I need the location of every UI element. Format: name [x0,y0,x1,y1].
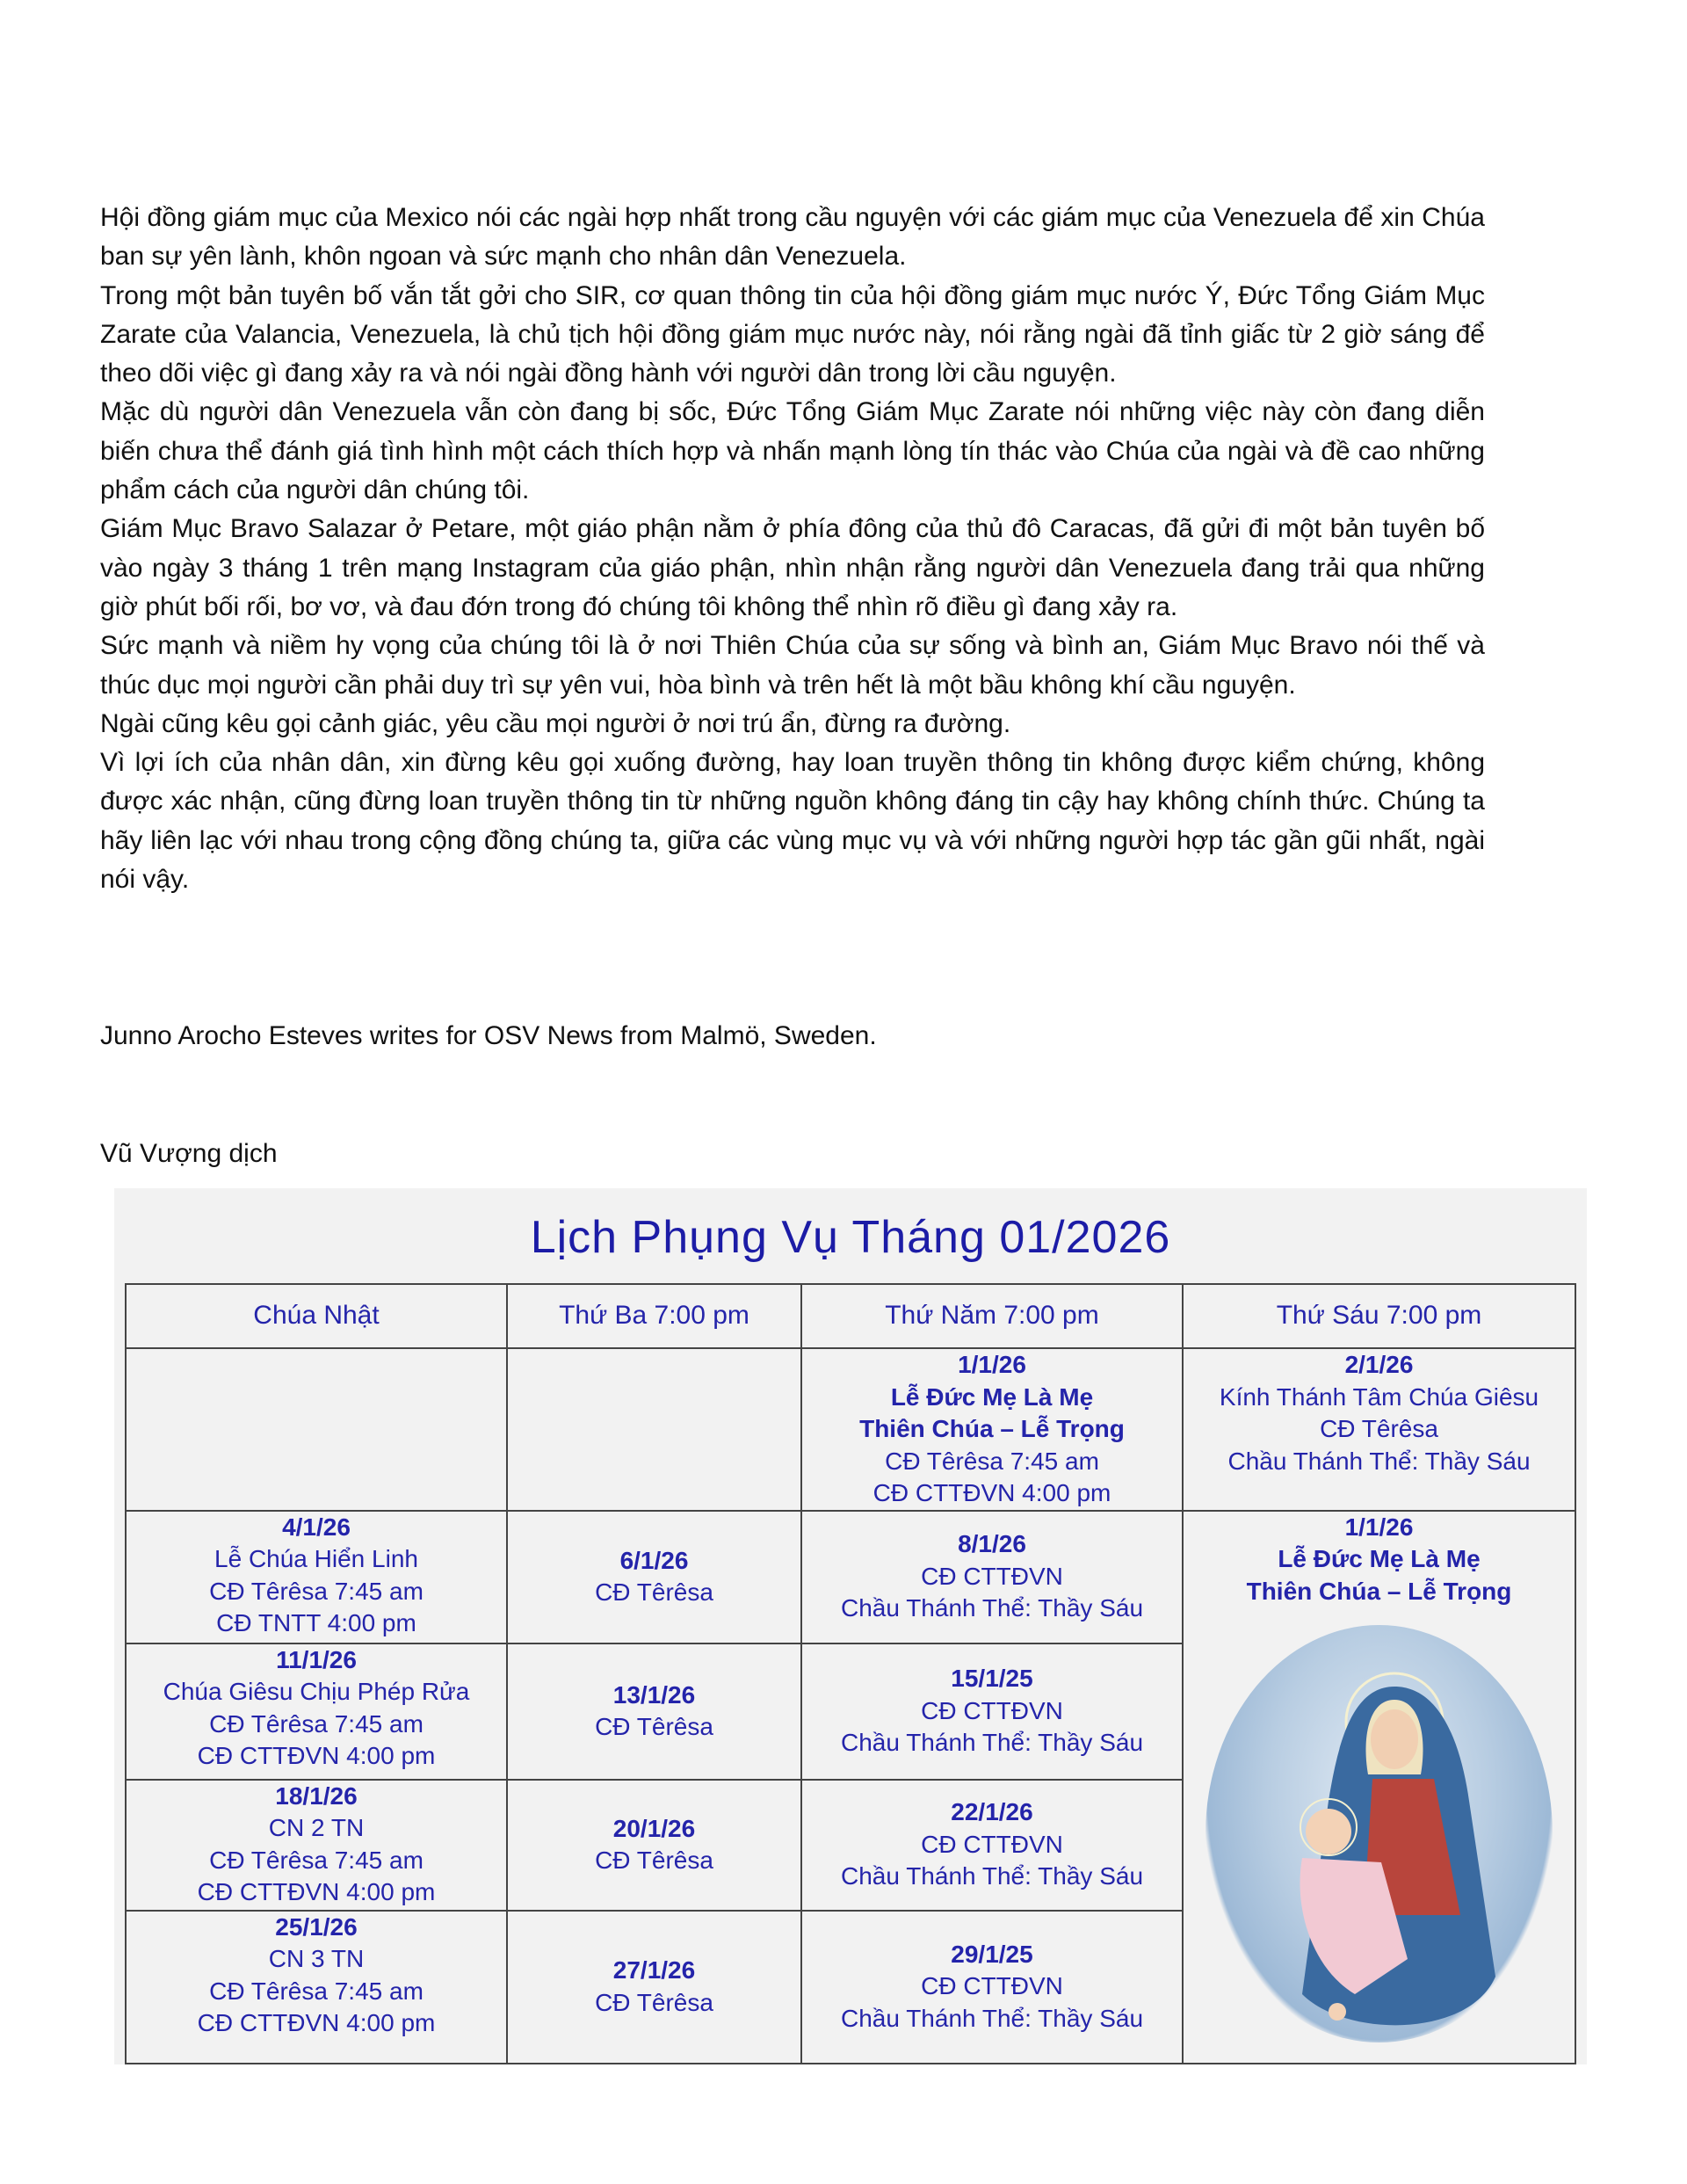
schedule-table [125,1283,1576,2064]
liturgical-schedule [114,1188,1587,2064]
day-cell [126,1643,507,1780]
cell-date: 13/1/26 [612,1680,696,1709]
paragraph: Hội đồng giám mục của Mexico nói các ngài hợp nhất trong cầu nguyện với các giám mục của Venezuela để xin Chúa ban sự yên lành, khôn ngoan và sức mạnh cho nhân dân Venezuela. [100,203,1485,272]
paragraph: Sức mạnh và niềm hy vọng của chúng tôi là ở nơi Thiên Chúa của sự sống và bình an, Giám Mục Bravo nói thế và thúc dục mọi người cần phải duy trì sự yên vui, hòa bình và trên hết là một bầu không khí cầu nguyện. [100,631,1485,700]
cell-line: Chầu Thánh Thể: Thầy Sáu [840,1729,1144,1757]
cell-date: 18/1/26 [275,1781,358,1810]
cell-date: 22/1/26 [951,1798,1033,1826]
cell-line: CĐ CTTĐVN [921,1830,1063,1858]
day-cell [801,1643,1183,1780]
cell-line: Lễ Đức Mẹ Là Mẹ [1278,1545,1481,1572]
cell-date: 8/1/26 [958,1530,1026,1558]
cell-line: CĐ Têrêsa 7:45 am [885,1447,1099,1475]
cell-line: CĐ Têrêsa [595,1578,713,1606]
day-cell [507,1780,801,1911]
cell-line: CĐ Têrêsa [595,1988,713,2016]
cell-line: CĐ Têrêsa [1320,1415,1438,1442]
day-cell [507,1511,801,1643]
day-cell [126,1780,507,1911]
cell-date: 20/1/26 [612,1814,696,1842]
day-cell [126,1511,507,1643]
paragraph: Trong một bản tuyên bố vắn tắt gởi cho SIR, cơ quan thông tin của hội đồng giám mục nước Ý, Đức Tổng Giám Mục Zarate của Valancia, Venezuela, là chủ tịch hội đồng giám mục nước này, nói rằng ngài đã tỉnh giấc từ 2 giờ sáng để theo dõi việc gì đang xảy ra và nói ngài đồng hành với người dân trong lời cầu nguyện. [100,280,1485,388]
week-row [126,1511,1575,1643]
cell-line: CĐ CTTĐVN [921,1696,1063,1724]
cell-line: CĐ Têrêsa 7:45 am [209,1577,424,1605]
cell-line: Thiên Chúa – Lễ Trọng [859,1415,1125,1442]
paragraph: Ngài cũng kêu gọi cảnh giác, yêu cầu mọi người ở nơi trú ẩn, đừng ra đường. [100,708,1011,738]
cell-line: CĐ Têrêsa [595,1847,713,1874]
cell-line: Chầu Thánh Thể: Thầy Sáu [1227,1447,1531,1475]
cell-date: 11/1/26 [276,1645,357,1673]
cell-line: Chầu Thánh Thể: Thầy Sáu [840,1862,1144,1890]
cell-line: Chầu Thánh Thể: Thầy Sáu [840,2004,1144,2032]
column-header: Thứ Ba 7:00 pm [507,1284,801,1348]
cell-date: 27/1/26 [612,1956,696,1984]
cell-line: Chúa Giêsu Chịu Phép Rửa [163,1678,470,1705]
cell-line: CĐ Têrêsa 7:45 am [209,1977,424,2005]
cell-line: CĐ CTTĐVN [921,1562,1063,1590]
madonna-and-child-image [1206,1625,1553,2043]
paragraph: Mặc dù người dân Venezuela vẫn còn đang bị sốc, Đức Tổng Giám Mục Zarate nói những việc này còn đang diễn biến chưa thể đánh giá tình hình một cách thích hợp và nhấn mạnh lòng tín thác vào Chúa của ngài và đề cao những phẩm cách của người dân chúng tôi. [100,397,1485,505]
cell-date: 6/1/26 [619,1546,689,1574]
paragraph: Giám Mục Bravo Salazar ở Petare, một giáo phận nằm ở phía đông của thủ đô Caracas, đã gửi đi một bản tuyên bố vào ngày 3 tháng 1 trên mạng Instagram của giáo phận, nhìn nhận rằng người dân Venezuela đang trải qua những giờ phút bối rối, bơ vơ, và đau đớn trong đó chúng tôi không thể nhìn rõ điều gì đang xảy ra. [100,514,1485,621]
byline: Junno Arocho Esteves writes for OSV News from Malmö, Sweden. [100,1021,877,1050]
column-header: Thứ Năm 7:00 pm [801,1284,1183,1348]
translator-credit: Vũ Vượng dịch [100,1139,278,1168]
day-cell [1183,1511,1575,2064]
day-cell [507,1643,801,1780]
cell-line: CĐ TNTT 4:00 pm [216,1609,416,1636]
cell-line: CĐ CTTĐVN 4:00 pm [197,2009,436,2036]
day-cell [507,1911,801,2064]
cell-line: Thiên Chúa – Lễ Trọng [1246,1577,1512,1605]
cell-line: CN 2 TN [268,1814,365,1841]
cell-line: Kính Thánh Tâm Chúa Giêsu [1219,1382,1539,1411]
cell-date: 4/1/26 [282,1513,351,1541]
cell-date: 1/1/26 [958,1351,1026,1378]
cell-date: 1/1/26 [1344,1513,1414,1541]
week-row [126,1348,1575,1511]
article-body [100,199,1485,899]
schedule-title: Lịch Phụng Vụ Tháng 01/2026 [530,1212,1171,1263]
cell-line: Lễ Đức Mẹ Là Mẹ [890,1382,1094,1411]
cell-line: CN 3 TN [268,1945,365,1972]
day-cell [801,1511,1183,1643]
cell-line: CĐ Têrêsa 7:45 am [209,1709,424,1738]
cell-date: 2/1/26 [1344,1351,1414,1378]
cell-line: CĐ CTTĐVN 4:00 pm [872,1479,1111,1506]
cell-line: CĐ CTTĐVN 4:00 pm [197,1742,436,1769]
cell-date: 25/1/26 [275,1912,358,1941]
day-cell [801,1348,1183,1511]
day-cell [126,1348,507,1511]
cell-line: CĐ CTTĐVN 4:00 pm [197,1878,436,1905]
cell-line: Chầu Thánh Thể: Thầy Sáu [840,1594,1144,1622]
cell-line: CĐ Têrêsa [595,1713,713,1740]
cell-line: CĐ Têrêsa 7:45 am [209,1846,424,1874]
day-cell [1183,1348,1575,1511]
day-cell [801,1780,1183,1911]
header-row [126,1284,1575,1348]
paragraph: Vì lợi ích của nhân dân, xin đừng kêu gọi xuống đường, hay loan truyền thông tin không được kiểm chứng, không được xác nhận, cũng đừng loan truyền thông tin từ những nguồn không đáng tin cậy hay không chính thức. Chúng ta hãy liên lạc với nhau trong cộng đồng chúng ta, giữa các vùng mục vụ và với những người hợp tác gần gũi nhất, ngài nói vậy. [100,748,1485,895]
cell-line: Lễ Chúa Hiển Linh [214,1545,418,1572]
cell-date: 15/1/25 [951,1665,1033,1693]
day-cell [801,1911,1183,2064]
day-cell [507,1348,801,1511]
cell-line: CĐ CTTĐVN [921,1972,1063,2000]
column-header: Chúa Nhật [126,1284,507,1348]
column-header: Thứ Sáu 7:00 pm [1183,1284,1575,1348]
cell-date: 29/1/25 [951,1940,1033,1968]
day-cell [126,1911,507,2064]
